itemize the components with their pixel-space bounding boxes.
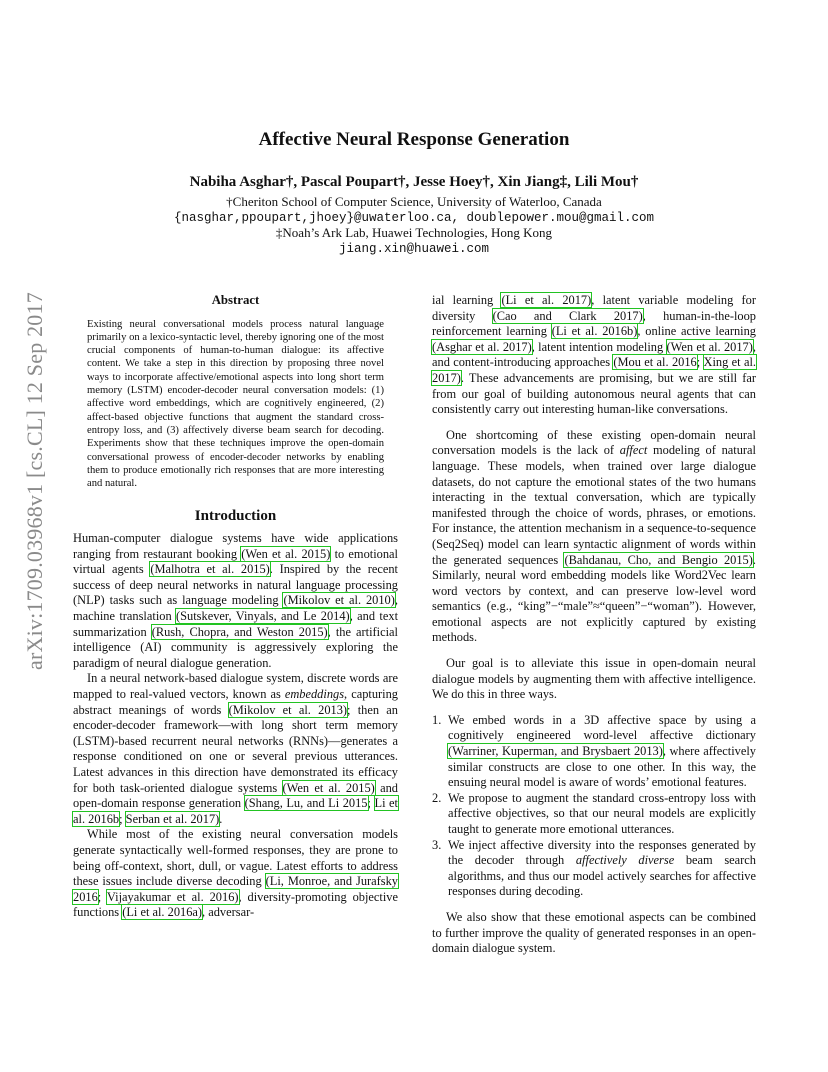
citation-link[interactable]: (Li et al. 2016a) (122, 905, 203, 920)
text-run: to emotional virtual agents (73, 546, 398, 577)
citation-link[interactable]: (Mikolov et al. 2010) (283, 593, 395, 608)
list-number: 3. (432, 837, 442, 852)
text-run: . Similarly, neural word embedding models like Word2Vec learn word vectors by context, and can preserve low-level word semantics (e.g., “king”−“male”≈“queen”−“woman”). However, emotional aspects are not explicitly captured by existing methods. (432, 552, 756, 645)
citation-link[interactable]: (Sutskever, Vinyals, and Le 2014) (176, 609, 350, 624)
text-run: beam search algorithms, and thus our model actively searches for affective responses during decoding. (448, 853, 756, 899)
text-run: , and text summarization (73, 609, 399, 639)
affiliation-2-email: jiang.xin@huawei.com (338, 242, 490, 256)
citation-link[interactable]: Li et al. 2016b (73, 796, 398, 826)
right-paragraph-3: Our goal is to alleviate this issue in open-domain neural dialogue models by augmenting them with affective intelligence. We do this in three ways. (432, 656, 756, 702)
citation-link[interactable]: (Wen et al. 2017) (666, 339, 753, 354)
text-run: , human-in-the-loop reinforcement learning (432, 308, 756, 339)
emphasis-text: embeddings (284, 686, 345, 701)
introduction-heading: Introduction (194, 508, 277, 525)
text-run: , latent variable modeling for diversity (432, 293, 756, 323)
list-item (432, 713, 756, 791)
arxiv-watermark (20, 290, 46, 670)
list-item (432, 791, 756, 838)
citation-link[interactable]: Vijayakumar et al. 2016) (106, 889, 239, 904)
intro-paragraph-2 (73, 671, 398, 827)
text-run: ; (119, 811, 126, 826)
text-run: , and content-introducing approaches (432, 339, 756, 370)
text-run: . Inspired by the recent success of deep neural networks in natural language processing (NLP) tasks such as language modeling (73, 562, 398, 608)
list-number: 1. (432, 712, 442, 727)
text-run: , capturing abstract meanings of words (73, 686, 398, 717)
text-run: ; (696, 355, 704, 370)
left-column (73, 293, 398, 921)
list-item (432, 838, 756, 900)
text-run: , diversity-promoting objective functions (73, 889, 398, 920)
text-run: In a neural network-based dialogue system, discrete words are mapped to real-valued vectors, known as (73, 671, 398, 701)
text-run: modeling of natural language. These models, when trained over large dialogue datasets, do not capture the emotional states of the two humans interacting in the textual conversation, which are typically manifested through the choice of words, phrases, or emotions. For instance, the attention mechanism in a sequence-to-sequence (Seq2Seq) model can learn syntactic alignment of words within the generated sequences (432, 443, 756, 567)
text-run: and open-domain response generation (73, 780, 398, 811)
text-run: ial learning (432, 293, 502, 307)
citation-link[interactable]: (Li, Monroe, and Jurafsky 2016 (73, 874, 398, 904)
text-run: While most of the existing neural conversation models generate syntactically well-formed responses, they are prone to being off-context, short, dull, or vague. Latest efforts to address these issues include diverse decoding (73, 827, 398, 889)
text-run: , machine translation (73, 593, 398, 624)
text-run: , the artificial intelligence (AI) community is aggressively exploring the paradigm of neural dialogue generation. (73, 624, 398, 670)
text-run: , latent intention modeling (531, 339, 667, 354)
text-run: . These advancements are promising, but we are still far from our goal of building autonomous neural agents that can consistently carry out interesting human-like conversations. (432, 370, 756, 417)
citation-link[interactable]: (Warriner, Kuperman, and Brysbaert 2013) (448, 744, 663, 759)
intro-paragraph-1 (73, 531, 398, 671)
right-column (432, 293, 756, 957)
right-paragraph-2 (432, 428, 756, 646)
affiliation-1-emails: {nasghar,ppoupart,jhoey}@uwaterloo.ca, doublepower.mou@gmail.com (173, 211, 655, 225)
text-run: . (219, 811, 223, 826)
text-run: We propose to augment the standard cross-entropy loss with affective objectives, so that our neural models are explicitly taught to generate more emotional utterances. (448, 790, 756, 836)
list-number: 2. (432, 790, 442, 805)
citation-link[interactable]: (Li et al. 2016b) (551, 324, 638, 339)
text-run: We inject affective diversity into the responses generated by the decoder through (448, 837, 756, 868)
citation-link[interactable]: (Cao and Clark 2017) (492, 308, 643, 323)
citation-link[interactable]: (Li et al. 2017) (501, 293, 592, 307)
arxiv-identifier: arXiv:1709.03968v1 [cs.CL] 12 Sep 2017 (22, 292, 47, 670)
text-run: , adversar- (202, 905, 255, 920)
text-run: We embed words in a 3D affective space by using a cognitively engineered word-level affective dictionary (448, 712, 756, 743)
citation-link[interactable]: (Malhotra et al. 2015) (150, 562, 270, 577)
citation-link[interactable]: Xing et al. 2017) (432, 355, 756, 385)
emphasis-text: affectively diverse (575, 853, 675, 868)
contribution-list (432, 713, 756, 900)
text-run: ; (97, 889, 107, 904)
author-list: Nabiha Asghar†, Pascal Poupart†, Jesse Hoey†, Xin Jiang‡, Lili Mou† (189, 174, 639, 190)
citation-link[interactable]: (Wen et al. 2015) (282, 780, 375, 795)
affiliation-1: †Cheriton School of Computer Science, University of Waterloo, Canada (226, 194, 602, 209)
text-run: ; (367, 796, 375, 811)
text-run: , online active learning (637, 324, 757, 339)
citation-link[interactable]: (Rush, Chopra, and Weston 2015) (151, 624, 328, 639)
citation-link[interactable]: Serban et al. 2017) (125, 811, 220, 826)
abstract-heading: Abstract (211, 293, 260, 307)
citation-link[interactable]: (Mou et al. 2016 (613, 355, 697, 370)
citation-link[interactable]: (Asghar et al. 2017) (432, 339, 532, 354)
right-paragraph-1 (432, 293, 756, 418)
paper-title: Affective Neural Response Generation (258, 129, 570, 150)
citation-link[interactable]: (Wen et al. 2015) (241, 546, 331, 561)
text-run: , where affectively similar constructs are close to one other. In this way, the ensuing neural model is aware of words’ emotional features. (448, 744, 756, 790)
text-run: One shortcoming of these existing open-domain neural conversation models is the lack of (432, 427, 756, 458)
citation-link[interactable]: (Mikolov et al. 2013) (228, 702, 348, 717)
abstract-text: Existing neural conversational models process natural language primarily on a lexico-syntactic level, thereby ignoring one of the most crucial components of human-to-human dialogue: its affective content. We take a step in this direction by proposing three novel ways to incorporate affective/emotional aspects into long short term memory (LSTM) encoder-decoder neural conversation models: (1) affective word embeddings, which are cognitively engineered, (2) affect-based objective functions that augment the standard cross-entropy loss, and (3) affectively diverse beam search for decoding. Experiments show that these techniques improve the open-domain conversational prowess of encoder-decoder networks by enabling them to produce emotionally rich responses that are more interesting and natural. (87, 318, 384, 490)
emphasis-text: affect (619, 443, 648, 458)
intro-paragraph-3 (73, 827, 398, 921)
right-paragraph-4: We also show that these emotional aspects can be combined to further improve the quality of generated responses in an open-domain dialogue system. (432, 909, 756, 956)
affiliation-2: ‡Noah’s Ark Lab, Huawei Technologies, Hong Kong (275, 225, 553, 240)
citation-link[interactable]: (Shang, Lu, and Li 2015 (244, 796, 368, 811)
text-run: ; then an encoder-decoder framework—with long short term memory (LSTM)-based recurrent neural networks (RNNs)—generates a response conditioned on one or several previous utterances. Latest advances in this direction have demonstrated its efficacy for both task-oriented dialogue systems (73, 702, 399, 795)
text-run: Human-computer dialogue systems have wide applications ranging from restaurant booking (73, 531, 398, 561)
citation-link[interactable]: (Bahdanau, Cho, and Bengio 2015) (564, 552, 753, 567)
